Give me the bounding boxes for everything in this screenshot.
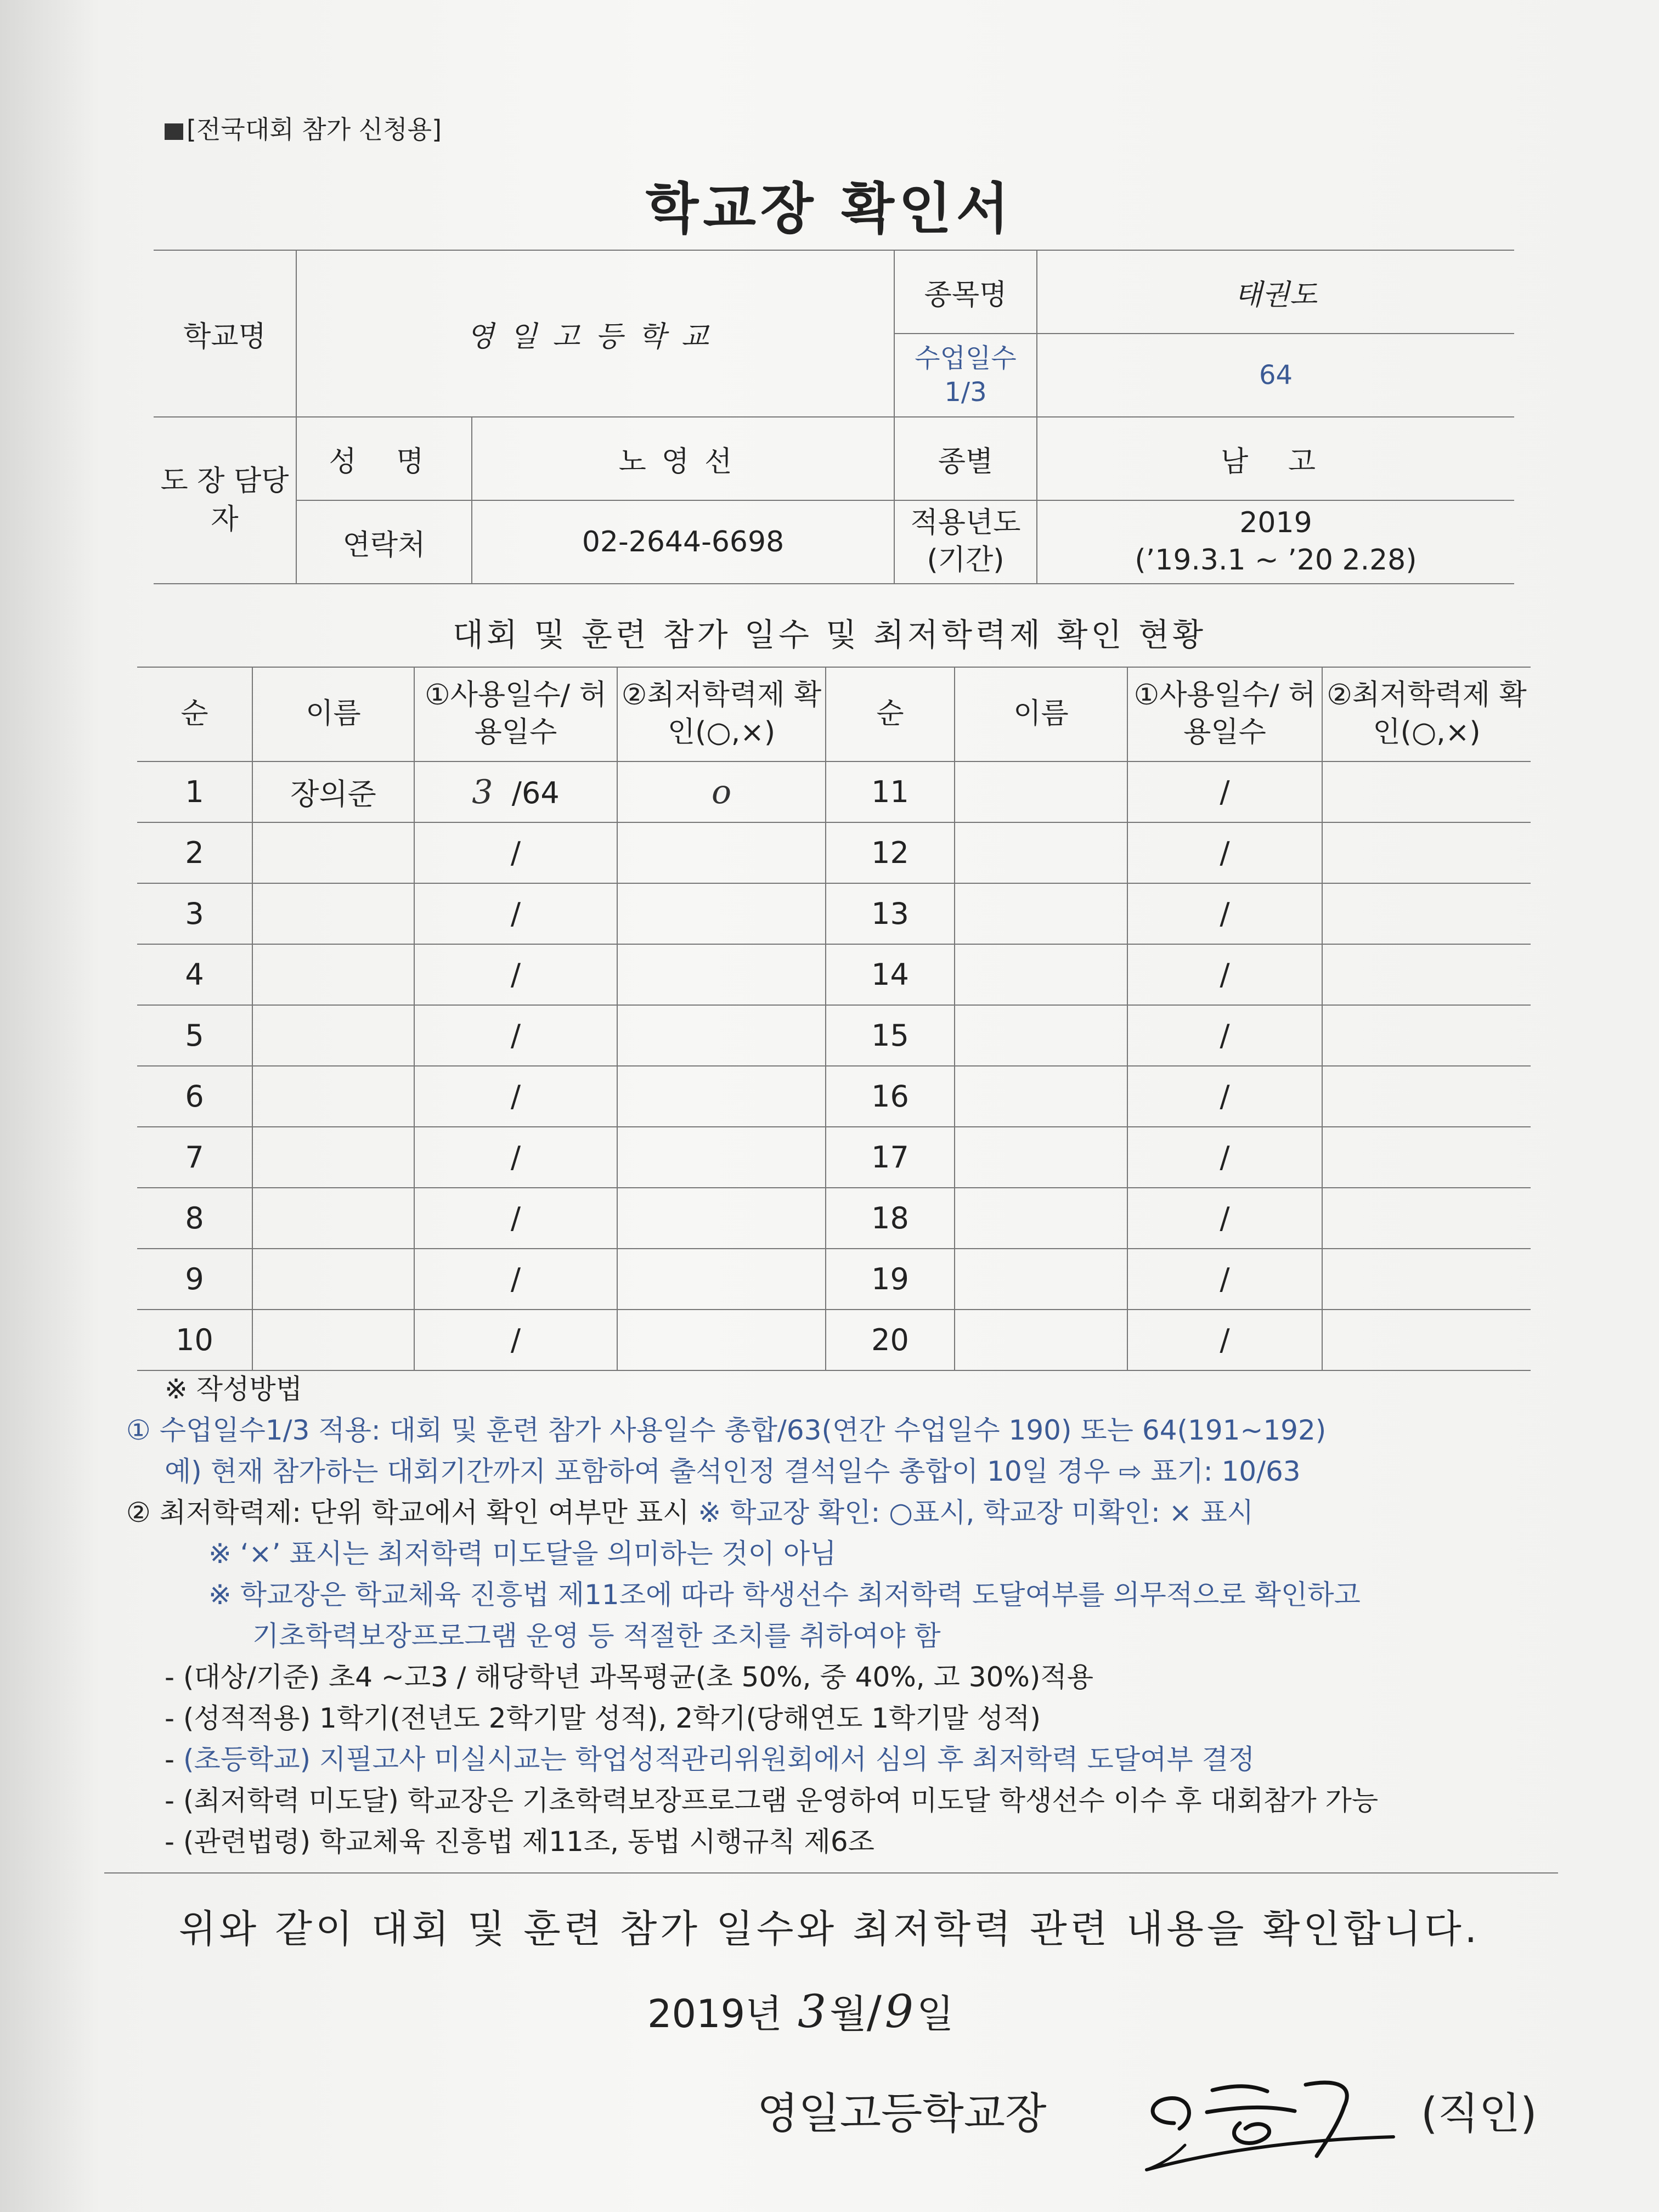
row-days: /	[414, 1127, 617, 1188]
row-name	[252, 944, 414, 1005]
row-number: 1	[137, 761, 252, 822]
table-title: 대회 및 훈련 참가 일수 및 최저학력제 확인 현황	[452, 616, 1207, 653]
table-row	[137, 944, 1531, 1005]
row-check	[617, 1066, 826, 1127]
school-value: 영일고등학교	[296, 250, 894, 417]
row-days: /	[1127, 883, 1322, 944]
date-line: 2019년 3월/9일	[647, 1986, 954, 2038]
row-check	[1322, 1066, 1531, 1127]
row-number: 6	[137, 1066, 252, 1127]
date-year: 2019년	[647, 1991, 782, 2036]
row-check	[617, 1188, 826, 1249]
row-number: 10	[137, 1310, 252, 1370]
row-check	[1322, 883, 1531, 944]
row-name	[955, 1188, 1127, 1249]
class-days-label: 수업일수 1/3	[894, 334, 1037, 417]
row-check	[1322, 944, 1531, 1005]
row-check	[1322, 1127, 1531, 1188]
row-number: 19	[826, 1249, 955, 1310]
row-name	[252, 1066, 414, 1127]
table-header-row	[137, 667, 1531, 761]
year-value: 2019	[1239, 506, 1312, 540]
header-days: ①사용일수/ 허용일수	[1127, 667, 1322, 761]
note-2	[126, 1492, 1575, 1533]
row-days: /	[1127, 1310, 1322, 1370]
header-days: ①사용일수/ 허용일수	[414, 667, 617, 761]
row-days: 3 /64	[414, 761, 617, 822]
sport-value: 태권도	[1037, 250, 1514, 334]
category-value: 남 고	[1037, 417, 1514, 500]
days-allowed: 64	[522, 775, 560, 810]
row-number: 14	[826, 944, 955, 1005]
year-cell	[1037, 500, 1514, 584]
table-row	[137, 1310, 1531, 1370]
row-name	[252, 1188, 414, 1249]
table-row	[137, 1005, 1531, 1066]
header-check: ②최저학력제 확인(○,×)	[1322, 667, 1531, 761]
dojang-label: 도 장 담당자	[154, 417, 296, 584]
handwritten-day: 9	[884, 1986, 913, 2038]
row-number: 7	[137, 1127, 252, 1188]
detail-3-text: (초등학교) 지필고사 미실시교는 학업성적관리위원회에서 심의 후 최저학력 도달여부 결정	[183, 1743, 1255, 1775]
header-no: 순	[137, 667, 252, 761]
row-name	[955, 1249, 1127, 1310]
row-check	[1322, 1249, 1531, 1310]
note-3: ※ ‘×’ 표시는 최저학력 미도달을 의미하는 것이 아님	[208, 1538, 837, 1570]
note-1b: 예) 현재 참가하는 대회기간까지 포함하여 출석인정 결석일수 총합이 10일 경우 ⇨ 표기: 10/63	[165, 1455, 1301, 1487]
row-days: /	[1127, 944, 1322, 1005]
row-number: 3	[137, 883, 252, 944]
row-name	[955, 822, 1127, 883]
table-row	[137, 822, 1531, 883]
year-label: 적용년도 (기간)	[894, 500, 1037, 584]
note-2b: ※ 학교장 확인: ○표시, 학교장 미확인: × 표시	[698, 1497, 1254, 1528]
row-name	[252, 1005, 414, 1066]
confirmation-text: 위와 같이 대회 및 훈련 참가 일수와 최저학력 관련 내용을 확인합니다.	[178, 1906, 1481, 1951]
row-check	[1322, 1310, 1531, 1370]
row-number: 8	[137, 1188, 252, 1249]
day-unit: 일	[916, 1991, 954, 2036]
row-name	[955, 1005, 1127, 1066]
row-name	[955, 1066, 1127, 1127]
header-check: ②최저학력제 확인(○,×)	[617, 667, 826, 761]
form-tag: [전국대회 참가 신청용]	[165, 110, 442, 146]
header-name: 이름	[955, 667, 1127, 761]
table-row	[137, 1188, 1531, 1249]
table-row	[137, 1249, 1531, 1310]
row-days: /	[1127, 822, 1322, 883]
header-name: 이름	[252, 667, 414, 761]
table-row	[137, 1066, 1531, 1127]
row-number: 12	[826, 822, 955, 883]
table-row	[137, 883, 1531, 944]
table-row	[137, 761, 1531, 822]
name-label: 성 명	[296, 417, 472, 500]
row-number: 20	[826, 1310, 955, 1370]
school-label: 학교명	[154, 250, 296, 417]
name-value: 노영선	[472, 417, 894, 500]
row-days: /	[414, 1249, 617, 1310]
row-number: 13	[826, 883, 955, 944]
row-days: /	[1127, 1005, 1322, 1066]
seal-label: (직인)	[1421, 2089, 1537, 2138]
row-name	[955, 1127, 1127, 1188]
header-no: 순	[826, 667, 955, 761]
row-days: /	[1127, 1249, 1322, 1310]
detail-5: - (관련법령) 학교체육 진흥법 제11조, 동법 시행규칙 제6조	[165, 1826, 874, 1858]
row-days: /	[414, 1310, 617, 1370]
row-days: /	[1127, 1066, 1322, 1127]
page-title: 학교장 확인서	[645, 177, 1014, 241]
row-check	[617, 1127, 826, 1188]
row-days: /	[414, 1005, 617, 1066]
detail-1: - (대상/기준) 초4 ~고3 / 해당학년 과목평균(초 50%, 중 40%, 고 30%)적용	[165, 1661, 1093, 1693]
row-check	[617, 1249, 826, 1310]
class-days-value: 64	[1037, 334, 1514, 417]
instructions	[126, 1369, 1575, 1863]
row-name: 장의준	[252, 761, 414, 822]
row-days: /	[414, 1188, 617, 1249]
row-name	[955, 944, 1127, 1005]
info-table	[154, 250, 1514, 584]
signature-icon	[1136, 2041, 1421, 2183]
row-check	[1322, 1188, 1531, 1249]
principal-title: 영일고등학교장	[757, 2089, 1047, 2138]
row-days: /	[414, 1066, 617, 1127]
period-value: (’19.3.1 ~ ’20 2.28)	[1135, 544, 1417, 577]
detail-4: - (최저학력 미도달) 학교장은 기초학력보장프로그램 운영하여 미도달 학생선수 이수 후 대회참가 가능	[165, 1785, 1379, 1816]
handwritten-check-mark: o	[711, 772, 732, 811]
row-name	[252, 822, 414, 883]
note-4b: 기초학력보장프로그램 운영 등 적절한 조치를 취하여야 함	[252, 1620, 941, 1652]
row-number: 15	[826, 1005, 955, 1066]
detail-3: - (초등학교) 지필고사 미실시교는 학업성적관리위원회에서 심의 후 최저학력 도달여부 결정	[165, 1743, 1255, 1775]
note-1a: ① 수업일수1/3 적용: 대회 및 훈련 참가 사용일수 총합/63(연간 수업일수 190) 또는 64(191~192)	[126, 1414, 1327, 1446]
participation-table	[137, 667, 1531, 1371]
row-number: 9	[137, 1249, 252, 1310]
row-check	[617, 1005, 826, 1066]
row-number: 4	[137, 944, 252, 1005]
row-name	[252, 1127, 414, 1188]
row-check	[1322, 1005, 1531, 1066]
row-name	[252, 1310, 414, 1370]
contact-value: 02-2644-6698	[472, 500, 894, 584]
detail-2: - (성적적용) 1학기(전년도 2학기말 성적), 2학기(당해연도 1학기말 성적)	[165, 1702, 1041, 1734]
row-check	[617, 883, 826, 944]
row-number: 11	[826, 761, 955, 822]
row-check	[617, 822, 826, 883]
row-name	[955, 1310, 1127, 1370]
note-2a: ② 최저학력제: 단위 학교에서 확인 여부만 표시	[126, 1497, 690, 1528]
row-days: /	[414, 944, 617, 1005]
row-number: 2	[137, 822, 252, 883]
row-check	[617, 944, 826, 1005]
row-check	[617, 1310, 826, 1370]
row-days: /	[1127, 761, 1322, 822]
note-4a: ※ 학교장은 학교체육 진흥법 제11조에 따라 학생선수 최저학력 도달여부를 의무적으로 확인하고	[208, 1579, 1361, 1611]
square-bullet-icon	[165, 123, 183, 140]
row-number: 18	[826, 1188, 955, 1249]
row-number: 16	[826, 1066, 955, 1127]
handwritten-month: 3	[798, 1986, 827, 2038]
row-check	[617, 761, 826, 822]
sport-label: 종목명	[894, 250, 1037, 334]
table-row	[137, 1127, 1531, 1188]
row-days: /	[1127, 1127, 1322, 1188]
row-name	[955, 883, 1127, 944]
month-unit: 월	[830, 1991, 867, 2036]
row-days: /	[1127, 1188, 1322, 1249]
row-check	[1322, 761, 1531, 822]
row-name	[252, 883, 414, 944]
row-number: 5	[137, 1005, 252, 1066]
row-days: /	[414, 883, 617, 944]
row-check	[1322, 822, 1531, 883]
category-label: 종별	[894, 417, 1037, 500]
row-number: 17	[826, 1127, 955, 1188]
contact-label: 연락처	[296, 500, 472, 584]
row-name	[252, 1249, 414, 1310]
handwritten-days-used: 3	[472, 772, 493, 811]
row-days: /	[414, 822, 617, 883]
row-name	[955, 761, 1127, 822]
divider	[104, 1872, 1558, 1874]
notes-heading: ※ 작성방법	[165, 1373, 302, 1405]
